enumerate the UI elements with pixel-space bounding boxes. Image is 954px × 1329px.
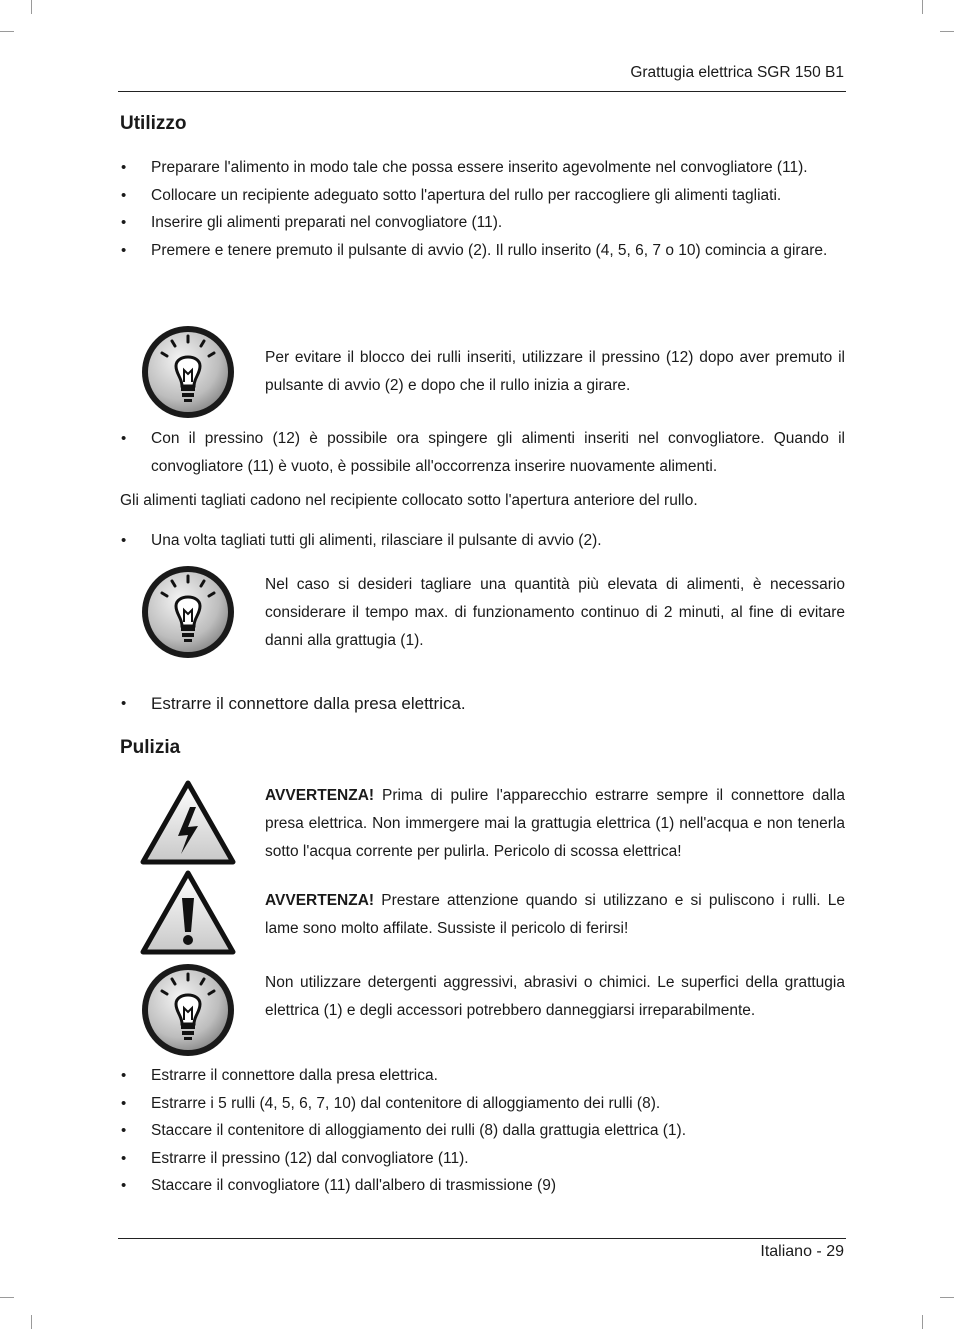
crop-mark	[31, 0, 32, 14]
footer-language: Italiano	[760, 1243, 812, 1260]
lightbulb-icon	[140, 324, 236, 425]
usage-bullets-1	[120, 154, 845, 264]
crop-mark	[940, 31, 954, 32]
list-item: • Staccare il convogliatore (11) dall'albero di trasmissione (9)	[120, 1172, 845, 1200]
heading-pulizia: Pulizia	[120, 737, 181, 758]
footer-page-info	[760, 1243, 844, 1261]
lightbulb-icon	[140, 962, 236, 1063]
list-item: • Preparare l'alimento in modo tale che possa essere inserito agevolmente nel convogliatore (11).	[120, 154, 845, 182]
tip-note-1: Per evitare il blocco dei rulli inseriti, utilizzare il pressino (12) dopo aver premuto il pulsante di avvio (2) e dopo che il rullo inizia a girare.	[265, 349, 845, 394]
usage-paragraph: Gli alimenti tagliati cadono nel recipiente collocato sotto l'apertura anteriore del rullo.	[120, 492, 698, 509]
usage-bullets-4	[120, 690, 845, 718]
crop-mark	[0, 31, 14, 32]
list-item: • Estrarre i 5 rulli (4, 5, 6, 7, 10) dal contenitore di alloggiamento dei rulli (8).	[120, 1090, 845, 1118]
crop-mark	[31, 1315, 32, 1329]
warning-text: Prestare attenzione quando si utilizzano e si puliscono i rulli. Le lame sono molto affilate. Sussiste il pericolo di ferirsi!	[265, 892, 845, 937]
warning-label: AVVERTENZA!	[265, 787, 375, 804]
crop-mark	[940, 1297, 954, 1298]
list-item: • Premere e tenere premuto il pulsante di avvio (2). Il rullo inserito (4, 5, 6, 7 o 10) comincia a girare.	[120, 237, 845, 265]
warning-label: AVVERTENZA!	[265, 892, 375, 909]
header-title: Grattugia elettrica SGR 150 B1	[630, 64, 844, 81]
heading-utilizzo: Utilizzo	[120, 113, 187, 134]
usage-bullets-2	[120, 425, 845, 480]
electric-hazard-icon	[140, 780, 236, 871]
cleaning-bullets	[120, 1062, 845, 1200]
footer-separator: -	[816, 1243, 822, 1260]
list-item: • Una volta tagliati tutti gli alimenti, rilasciare il pulsante di avvio (2).	[120, 527, 845, 555]
crop-mark	[922, 0, 923, 14]
list-item: • Estrarre il pressino (12) dal convogliatore (11).	[120, 1145, 845, 1173]
list-item: • Con il pressino (12) è possibile ora spingere gli alimenti inseriti nel convogliatore. Quando il convogliatore (11) è vuoto, è possibile all'occorrenza inserire nuovamente alimenti.	[120, 425, 845, 480]
crop-mark	[922, 1315, 923, 1329]
warning-note-1	[265, 782, 845, 866]
crop-mark	[0, 1297, 14, 1298]
list-item: • Staccare il contenitore di alloggiamento dei rulli (8) dalla grattugia elettrica (1).	[120, 1117, 845, 1145]
header-rule	[118, 91, 846, 92]
list-item: • Collocare un recipiente adeguato sotto l'apertura del rullo per raccogliere gli alimenti tagliati.	[120, 182, 845, 210]
list-item: • Inserire gli alimenti preparati nel convogliatore (11).	[120, 209, 845, 237]
footer-rule	[118, 1238, 846, 1239]
tip-note-2: Nel caso si desideri tagliare una quantità più elevata di alimenti, è necessario considerare il tempo max. di funzionamento continuo di 2 minuti, al fine di evitare danni alla grattugia (1).	[265, 576, 845, 649]
warning-text: Prima di pulire l'apparecchio estrarre sempre il connettore dalla presa elettrica. Non immergere mai la grattugia elettrica (1) nell'acqua e non tenerla sotto l'acqua corrente per pulirla. Pericolo di scossa elettrica!	[265, 787, 845, 860]
list-item: • Estrarre il connettore dalla presa elettrica.	[120, 1062, 845, 1090]
exclamation-warning-icon	[140, 870, 236, 961]
usage-bullets-3	[120, 527, 845, 555]
warning-note-2	[265, 887, 845, 943]
list-item: • Estrarre il connettore dalla presa elettrica.	[120, 690, 845, 718]
tip-note-3: Non utilizzare detergenti aggressivi, abrasivi o chimici. Le superfici della grattugia elettrica (1) e degli accessori potrebbero danneggiarsi irreparabilmente.	[265, 974, 845, 1019]
lightbulb-icon	[140, 564, 236, 665]
page-number: 29	[826, 1243, 844, 1260]
